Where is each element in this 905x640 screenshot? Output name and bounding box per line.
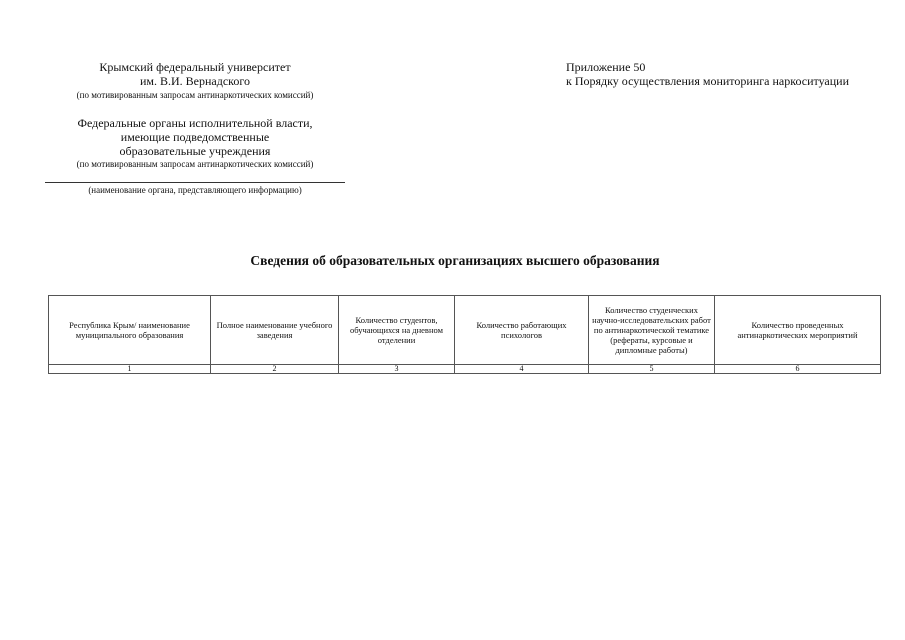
note-1: (по мотивированным запросам антинаркотических комиссий) <box>76 90 314 100</box>
note-2: (по мотивированным запросам антинаркотических комиссий) <box>76 159 314 169</box>
appendix-line2: к Порядку осуществления мониторинга наркоситуации <box>566 74 850 88</box>
university-line1: Крымский федеральный университет <box>99 60 291 74</box>
university-line2: им. В.И. Вернадского <box>139 74 251 88</box>
number-cell-2: 2 <box>211 365 339 374</box>
federal-line3: образовательные учреждения <box>119 144 271 158</box>
federal-bodies <box>40 116 350 158</box>
organ-caption: (наименование органа, представляющего информацию) <box>88 185 302 195</box>
university-name <box>40 60 350 88</box>
header-cell-3: Количество студентов, обучающихся на дневном отделении <box>339 296 455 365</box>
federal-line2: имеющие подведомственные <box>120 130 270 144</box>
number-row <box>49 365 881 374</box>
number-cell-1: 1 <box>49 365 211 374</box>
header-cell-2: Полное наименование учебного заведения <box>211 296 339 365</box>
federal-line1: Федеральные органы исполнительной власти, <box>77 116 313 130</box>
header-row <box>49 296 881 365</box>
header-cell-5: Количество студенческих научно-исследовательских работ по антинаркотической тематике (рефераты, курсовые и дипломные работы) <box>589 296 715 365</box>
number-cell-3: 3 <box>339 365 455 374</box>
header-cell-4: Количество работающих психологов <box>455 296 589 365</box>
underline-rule <box>45 182 345 183</box>
education-table <box>48 295 881 374</box>
number-cell-6: 6 <box>715 365 881 374</box>
appendix-block <box>566 60 886 88</box>
appendix-line1: Приложение 50 <box>566 60 646 74</box>
header-cell-6: Количество проведенных антинаркотических мероприятий <box>715 296 881 365</box>
header-cell-1: Республика Крым/ наименование муниципального образования <box>49 296 211 365</box>
number-cell-5: 5 <box>589 365 715 374</box>
document-title: Сведения об образовательных организациях высшего образования <box>250 253 660 268</box>
number-cell-4: 4 <box>455 365 589 374</box>
